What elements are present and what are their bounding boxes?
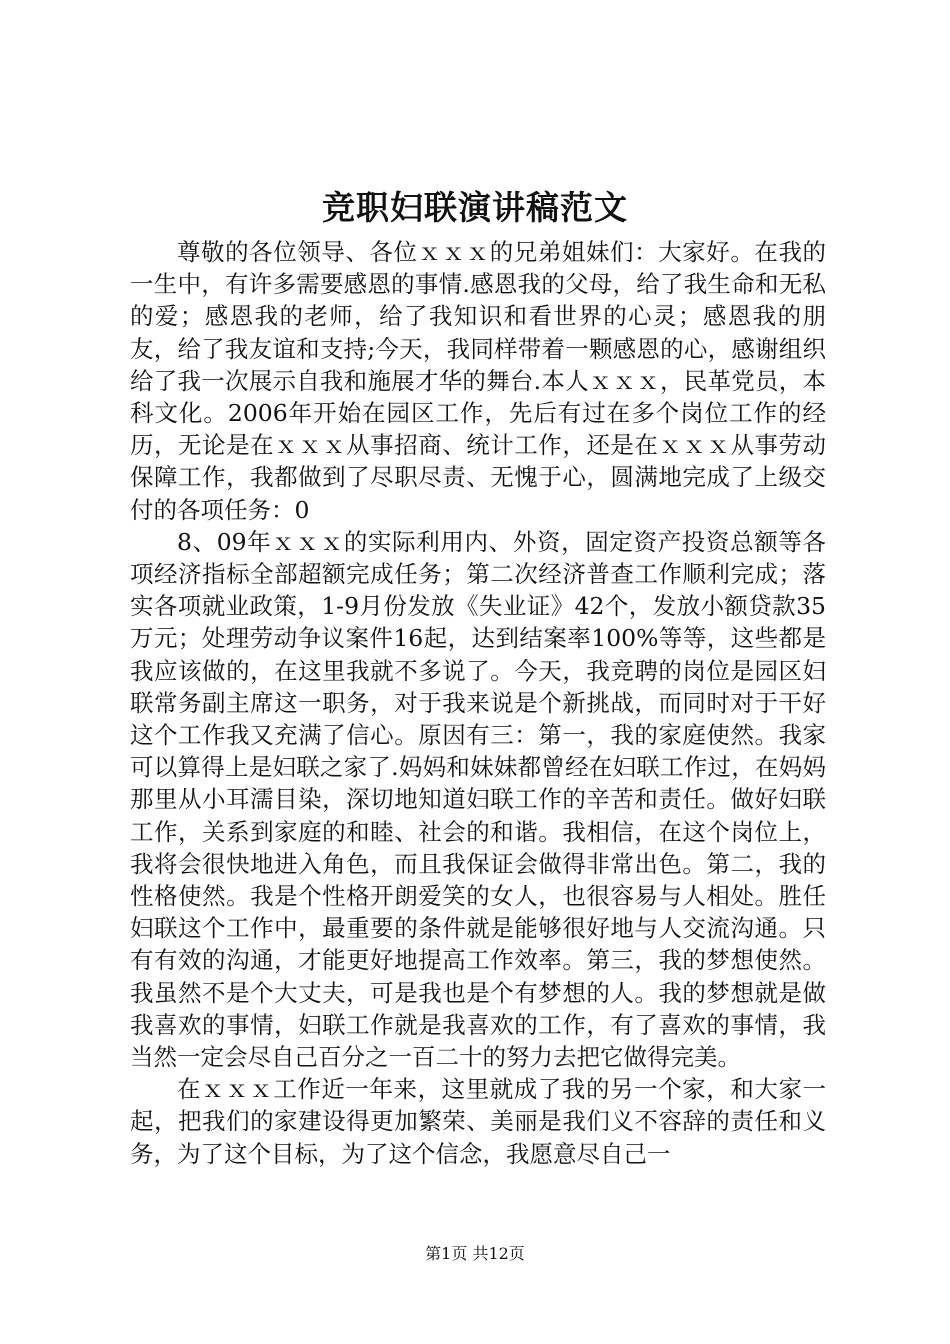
document-body <box>130 236 826 1170</box>
page-footer: 第1页 共12页 <box>425 1244 525 1263</box>
paragraph-3: 在ｘｘｘ工作近一年来，这里就成了我的另一个家，和大家一起，把我们的家建设得更加繁荣、美丽是我们义不容辞的责任和义务，为了这个目标，为了这个信念，我愿意尽自己一 <box>130 1075 826 1168</box>
paragraph-2: 8、09年ｘｘｘ的实际利用内、外资，固定资产投资总额等各项经济指标全部超额完成任务；第二次经济普查工作顺利完成；落实各项就业政策，1-9月份发放《失业证》42个，发放小额贷款35万元；处理劳动争议案件16起，达到结案率100%等等，这些都是我应该做的，在这里我就不多说了。今天，我竞聘的岗位是园区妇联常务副主席这一职务，对于我来说是个新挑战，而同时对于干好这个工作我又充满了信心。原因有三：第一，我的家庭使然。我家可以算得上是妇联之家了.妈妈和妹妹都曾经在妇联工作过，在妈妈那里从小耳濡目染，深切地知道妇联工作的辛苦和责任。做好妇联工作，关系到家庭的和睦、社会的和谐。我相信，在这个岗位上，我将会很快地进入角色，而且我保证会做得非常出色。第二，我的性格使然。我是个性格开朗爱笑的女人，也很容易与人相处。胜任妇联这个工作中，最重要的条件就是能够很好地与人交流沟通。只有有效的沟通，才能更好地提高工作效率。第三，我的梦想使然。我虽然不是个大丈夫，可是我也是个有梦想的人。我的梦想就是做我喜欢的事情，妇联工作就是我喜欢的工作，有了喜欢的事情，我当然一定会尽自己百分之一百二十的努力去把它做得完美。 <box>130 527 826 1072</box>
document-title: 竞职妇联演讲稿范文 <box>322 188 628 227</box>
paragraph-1: 尊敬的各位领导、各位ｘｘｘ的兄弟姐妹们：大家好。在我的一生中，有许多需要感恩的事情.感恩我的父母，给了我生命和无私的爱；感恩我的老师，给了我知识和看世界的心灵；感恩我的朋友，给了我友谊和支持;今天，我同样带着一颗感恩的心，感谢组织给了我一次展示自我和施展才华的舞台.本人ｘｘｘ，民革党员，本科文化。2006年开始在园区工作，先后有过在多个岗位工作的经历，无论是在ｘｘｘ从事招商、统计工作，还是在ｘｘｘ从事劳动保障工作，我都做到了尽职尽责、无愧于心，圆满地完成了上级交付的各项任务：0 <box>130 238 826 524</box>
